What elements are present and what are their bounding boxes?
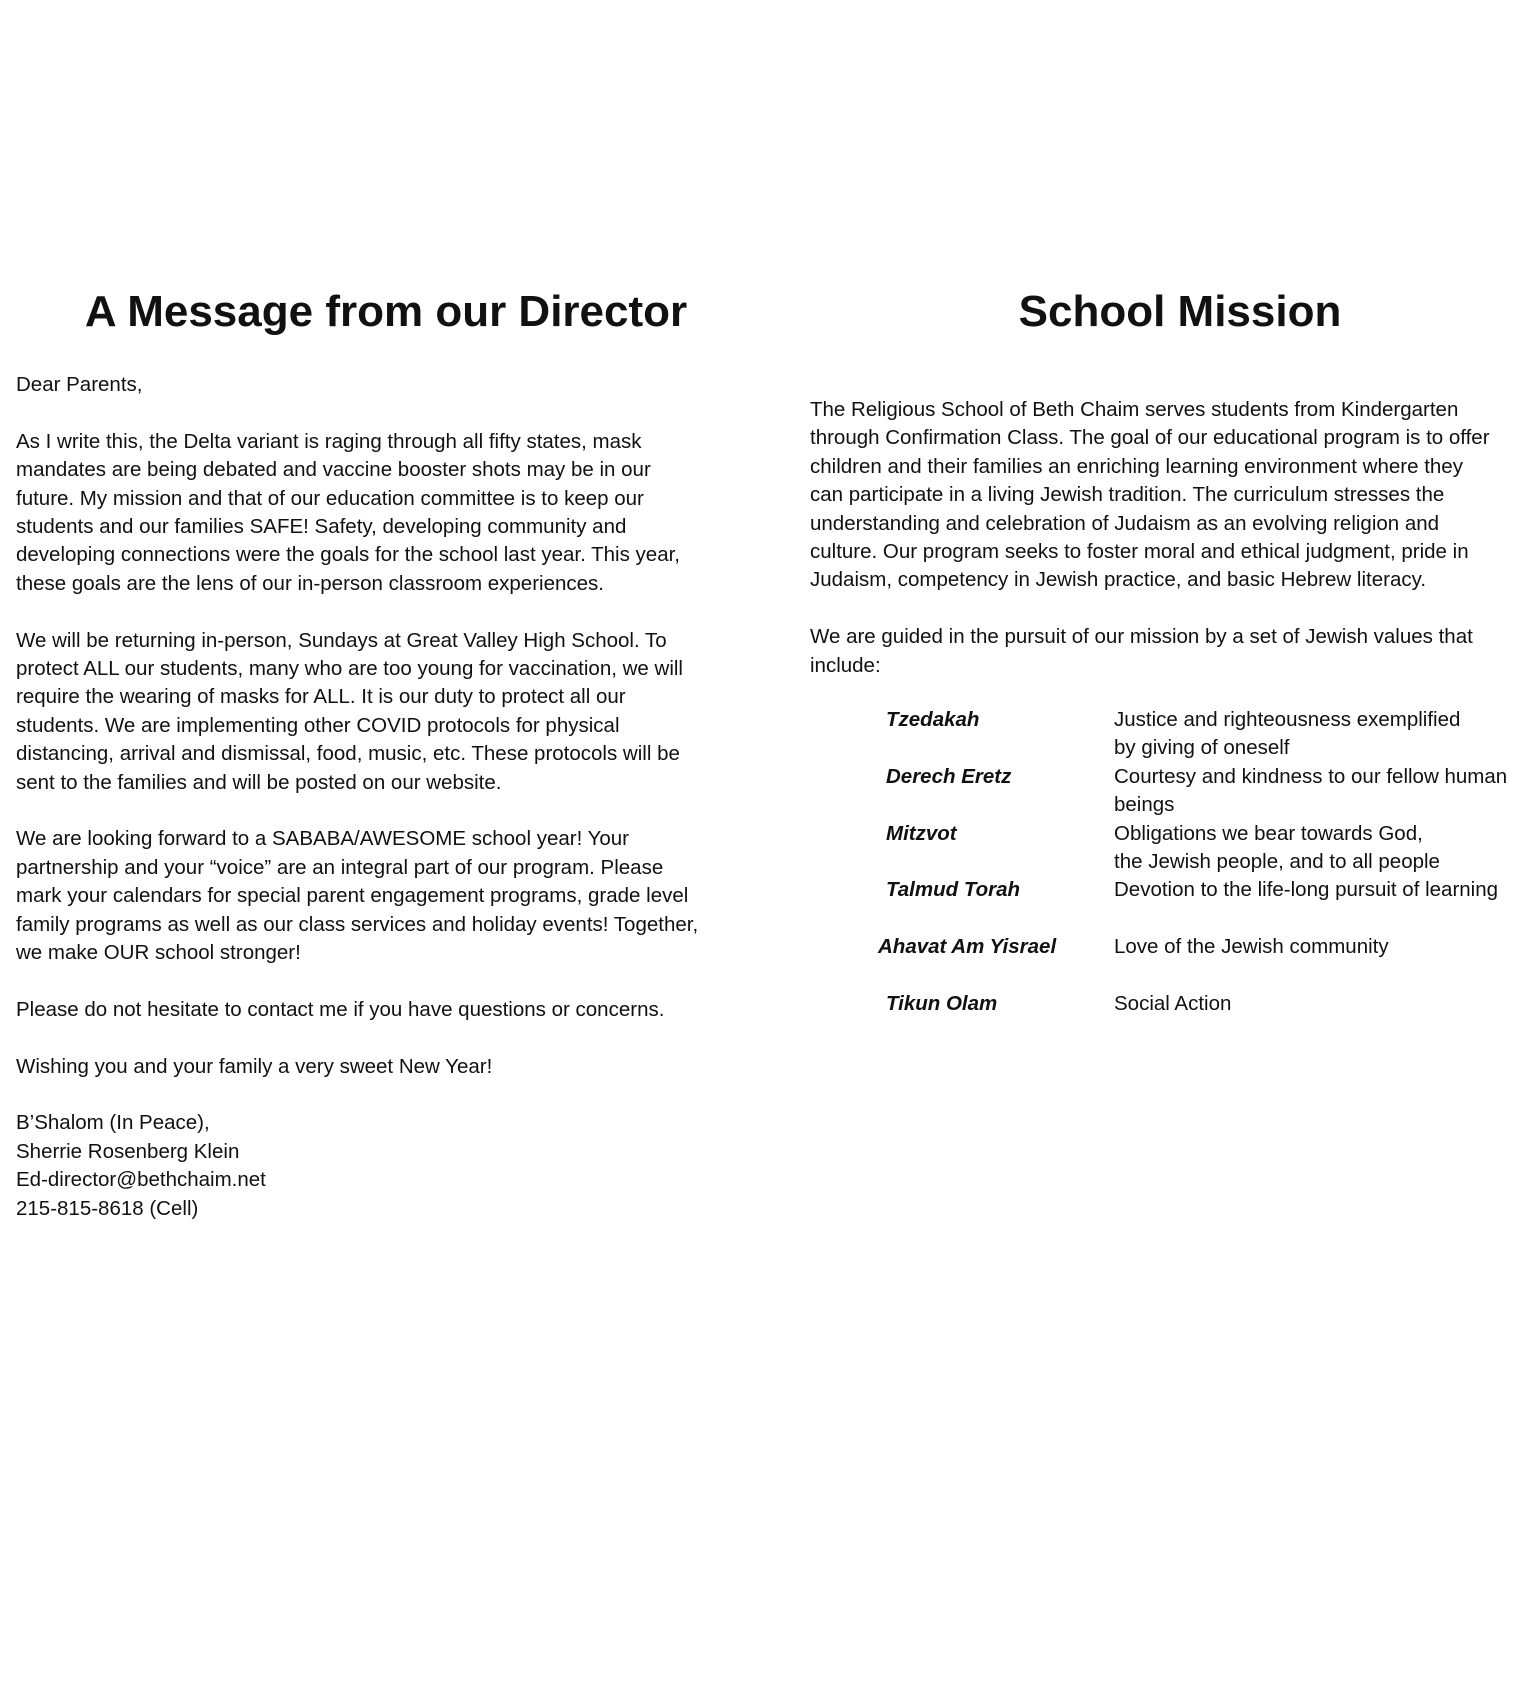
value-row-tikun-olam: [810, 990, 1538, 1047]
letter-line: mark your calendars for special parent engagement programs, grade level: [16, 884, 689, 908]
jewish-values-list: [810, 706, 1538, 1047]
value-desc-line: Love of the Jewish community: [1114, 935, 1389, 959]
letter-line: We will be returning in-person, Sundays at Great Valley High School. To: [16, 628, 667, 652]
mission-guided: [810, 623, 1538, 680]
letter-line: require the wearing of masks for ALL. It is our duty to protect all our: [16, 685, 626, 709]
letter-line: Wishing you and your family a very sweet New Year!: [16, 1054, 493, 1078]
director-letter-body: [16, 371, 756, 1223]
letter-paragraph-1: [16, 428, 756, 598]
mission-line: understanding and celebration of Judaism as an evolving religion and: [810, 511, 1440, 535]
letter-line: students and our families SAFE! Safety, developing community and: [16, 515, 627, 539]
value-name: Tikun Olam: [886, 991, 998, 1015]
value-row-talmud-torah: [810, 876, 1538, 933]
director-name: Sherrie Rosenberg Klein: [16, 1139, 240, 1163]
value-desc-line: Justice and righteousness exemplified: [1114, 708, 1461, 731]
signoff: B’Shalom (In Peace),: [16, 1111, 210, 1135]
letter-paragraph-3: [16, 825, 756, 967]
director-heading: A Message from our Director: [84, 287, 688, 336]
value-desc-line: by giving of oneself: [1114, 736, 1290, 760]
letter-paragraph-5: [16, 1053, 756, 1081]
mission-line: children and their families an enriching learning environment where they: [810, 454, 1463, 478]
mission-intro: [810, 396, 1538, 595]
value-desc-line: Devotion to the life-long pursuit of learning: [1114, 878, 1499, 902]
letter-paragraph-4: [16, 996, 756, 1024]
value-description: [1114, 706, 1460, 763]
value-name: Derech Eretz: [886, 764, 1012, 788]
mission-line: culture. Our program seeks to foster moral and ethical judgment, pride in: [810, 540, 1469, 564]
letter-line: mandates are being debated and vaccine booster shots may be in our: [16, 458, 651, 482]
letter-line: these goals are the lens of our in-person classroom experiences.: [16, 571, 604, 595]
director-email: Ed-director@bethchaim.net: [16, 1168, 266, 1192]
letter-line: students. We are implementing other COVID protocols for physical: [16, 713, 620, 737]
mission-line: include:: [810, 653, 881, 677]
letter-line: protect ALL our students, many who are too young for vaccination, we will: [16, 657, 683, 681]
value-desc-line: the Jewish people, and to all people: [1114, 850, 1440, 873]
greeting-line: Dear Parents,: [16, 373, 143, 396]
value-name: Talmud Torah: [886, 878, 1021, 902]
letter-line: developing connections were the goals for the school last year. This year,: [16, 543, 680, 567]
value-row-tzedakah: [810, 706, 1538, 763]
mission-line: can participate in a living Jewish tradition. The curriculum stresses the: [810, 483, 1445, 507]
mission-line: Judaism, competency in Jewish practice, and basic Hebrew literacy.: [810, 568, 1427, 592]
letter-line: we make OUR school stronger!: [16, 941, 301, 965]
value-name: Tzedakah: [886, 708, 980, 731]
value-description: [1114, 820, 1440, 877]
letter-line: distancing, arrival and dismissal, food, music, etc. These protocols will be: [16, 742, 680, 766]
value-desc-line: Courtesy and kindness to our fellow human: [1114, 764, 1508, 788]
mission-line: The Religious School of Beth Chaim serves students from Kindergarten: [810, 398, 1459, 421]
mission-heading: School Mission: [1018, 287, 1342, 336]
value-desc-line: beings: [1114, 793, 1175, 817]
letter-line: sent to the families and will be posted on our website.: [16, 770, 502, 794]
value-name: Mitzvot: [886, 821, 957, 845]
greeting: [16, 371, 756, 399]
letter-line: future. My mission and that of our education committee is to keep our: [16, 486, 644, 510]
signature-block: [16, 1109, 756, 1223]
mission-body: [810, 396, 1538, 680]
value-row-mitzvot: [810, 820, 1538, 877]
letter-line: We are looking forward to a SABABA/AWESOME school year! Your: [16, 827, 630, 851]
value-desc-line: Obligations we bear towards God,: [1114, 821, 1423, 845]
letter-paragraph-2: [16, 627, 756, 797]
value-description: [1114, 933, 1389, 961]
value-description: [1114, 876, 1498, 904]
value-row-derech-eretz: [810, 763, 1538, 820]
director-phone: 215-815-8618 (Cell): [16, 1196, 199, 1220]
value-row-ahavat-am-yisrael: [810, 933, 1538, 990]
letter-line: family programs as well as our class services and holiday events! Together,: [16, 912, 699, 936]
mission-line: through Confirmation Class. The goal of our educational program is to offer: [810, 426, 1490, 450]
value-description: [1114, 990, 1231, 1018]
letter-line: Please do not hesitate to contact me if you have questions or concerns.: [16, 997, 665, 1021]
value-desc-line: Social Action: [1114, 991, 1232, 1015]
value-name: Ahavat Am Yisrael: [878, 935, 1057, 959]
letter-line: As I write this, the Delta variant is raging through all fifty states, mask: [16, 429, 642, 453]
mission-line: We are guided in the pursuit of our mission by a set of Jewish values that: [810, 625, 1473, 649]
value-description: [1114, 763, 1507, 820]
letter-line: partnership and your “voice” are an integral part of our program. Please: [16, 855, 664, 879]
